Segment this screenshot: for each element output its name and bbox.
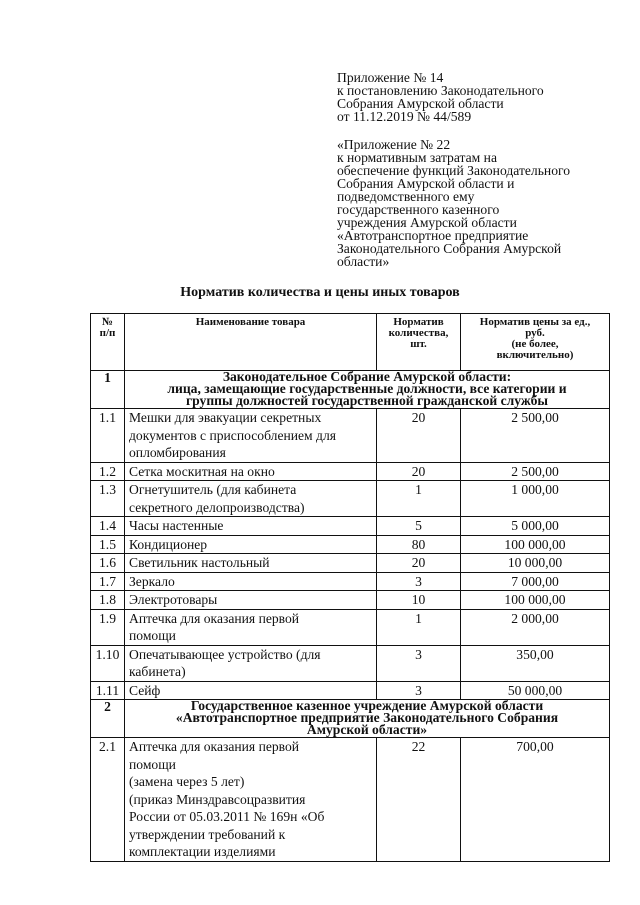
table-row [91,738,610,862]
section-title [125,371,610,409]
row-number: 1.6 [91,554,125,573]
row-item-name-line: кабинета) [129,664,186,679]
row-price: 2 500,00 [461,409,610,463]
section-title-line: «Автотранспортное предприятие Законодательного Собрания [175,710,559,725]
header-number [91,314,125,371]
appendix22-line: учреждения Амурской области [337,215,517,230]
row-item-name [125,681,377,700]
row-number: 1.7 [91,572,125,591]
row-item-name [125,481,377,517]
row-price: 700,00 [461,738,610,862]
row-quantity: 1 [377,609,461,645]
table-row [91,535,610,554]
appendix14-line: Собрания Амурской области [337,96,504,111]
table-row [91,462,610,481]
table-row [91,591,610,610]
appendix22-line: государственного казенного [337,202,500,217]
appendix22-line: области» [337,254,390,269]
appendix-22-header [337,138,617,268]
row-item-name [125,517,377,536]
header-number-line: № [101,316,114,328]
row-item-name [125,535,377,554]
table-row [91,609,610,645]
row-number: 1.5 [91,535,125,554]
section-title-line: Амурской области» [306,722,428,737]
row-item-name-line: Огнетушитель (для кабинета [129,482,297,497]
row-item-name-line: Сейф [129,682,161,698]
section-number: 1 [91,371,125,409]
row-quantity: 3 [377,681,461,700]
header-price-line: руб. [525,327,545,339]
table-row [91,645,610,681]
section-title-line: Государственное казенное учреждение Амурской области [190,698,544,713]
row-quantity: 1 [377,481,461,517]
header-quantity-line: количества, [388,327,449,339]
row-item-name-line: Часы настенные [129,518,224,533]
row-item-name-line: Мешки для эвакуации секретных [129,410,322,425]
section-row [91,700,610,738]
section-number: 2 [91,700,125,738]
header-price-line: Норматив цены за ед., [479,316,591,328]
header-quantity-norm [377,314,461,371]
row-item-name [125,572,377,591]
row-quantity: 3 [377,572,461,591]
row-price: 10 000,00 [461,554,610,573]
appendix22-line: подведомственного ему [337,189,475,204]
row-item-name-line: документов с приспособлением для [129,427,337,443]
header-price-line: включительно) [496,349,574,361]
row-item-name-line: Аптечка для оказания первой [129,610,300,626]
appendix-14-header [337,71,617,123]
appendix22-line: к нормативным затратам на [337,150,497,165]
row-quantity: 20 [377,462,461,481]
row-item-name-line: (замена через 5 лет) [129,774,245,789]
header-quantity-line: шт. [410,338,427,350]
appendix22-line: Законодательного Собрания Амурской [337,241,562,256]
header-item-name [125,314,377,371]
row-item-name-line: Аптечка для оказания первой [129,739,300,754]
row-number: 1.4 [91,517,125,536]
section-title-line: Законодательное Собрание Амурской области: [222,369,512,384]
row-quantity: 20 [377,554,461,573]
row-item-name-line: (приказ Минздравсоцразвития [129,791,306,807]
row-quantity: 22 [377,738,461,862]
row-price: 350,00 [461,645,610,681]
section-row [91,371,610,409]
table-row [91,554,610,573]
appendix14-line: от 11.12.2019 № 44/589 [337,109,472,124]
table-header-row [91,314,610,371]
row-item-name-line: Светильник настольный [129,555,270,570]
row-price: 1 000,00 [461,481,610,517]
row-quantity: 5 [377,517,461,536]
appendix22-line: обеспечение функций Законодательного [337,163,571,178]
row-item-name [125,738,377,862]
row-price: 50 000,00 [461,681,610,700]
row-price: 7 000,00 [461,572,610,591]
row-price: 5 000,00 [461,517,610,536]
row-quantity: 10 [377,591,461,610]
header-quantity-line: Норматив [393,316,444,328]
row-quantity: 80 [377,535,461,554]
section-title [125,700,610,738]
row-price: 2 000,00 [461,609,610,645]
document-title: Норматив количества и цены иных товаров [180,285,460,300]
section-title-line: лица, замещающие государственные должности, все категории и [167,381,567,396]
table-row [91,481,610,517]
row-item-name-line: помощи [129,756,176,772]
table-row [91,572,610,591]
section-title-line: группы должностей государственной гражданской службы [185,393,549,408]
row-number: 1.1 [91,409,125,463]
row-item-name [125,609,377,645]
row-number: 1.2 [91,462,125,481]
row-item-name [125,591,377,610]
row-item-name [125,645,377,681]
row-price: 100 000,00 [461,535,610,554]
row-item-name-line: Кондиционер [129,536,208,552]
header-item-name-line: Наименование товара [195,316,306,328]
row-number: 1.3 [91,481,125,517]
row-quantity: 20 [377,409,461,463]
table-row [91,409,610,463]
row-item-name-line: Опечатывающее устройство (для [129,646,321,662]
row-item-name [125,554,377,573]
row-number: 1.9 [91,609,125,645]
row-item-name-line: утверждении требований к [129,826,286,842]
row-item-name-line: Зеркало [129,573,175,589]
row-number: 2.1 [91,738,125,862]
header-price-norm [461,314,610,371]
appendix14-line: к постановлению Законодательного [337,83,544,98]
row-item-name-line: России от 05.03.2011 № 169н «Об [129,809,325,824]
header-number-line: п/п [99,327,116,339]
header-price-line: (не более, [511,338,559,350]
row-item-name-line: опломбирования [129,445,226,460]
row-number: 1.8 [91,591,125,610]
appendix14-line: Приложение № 14 [337,70,444,85]
row-item-name-line: секретного делопроизводства) [129,499,305,515]
row-item-name-line: комплектации изделиями [129,844,276,859]
goods-norms-table [90,313,610,862]
appendix22-line: Собрания Амурской области и [337,176,515,191]
row-item-name [125,462,377,481]
row-item-name-line: Сетка москитная на окно [129,463,275,479]
appendix22-line: «Автотранспортное предприятие [337,228,529,243]
row-price: 2 500,00 [461,462,610,481]
table-row [91,517,610,536]
row-item-name-line: помощи [129,628,176,643]
row-number: 1.10 [91,645,125,681]
row-item-name [125,409,377,463]
row-item-name-line: Электротовары [129,592,218,607]
table-row [91,681,610,700]
row-quantity: 3 [377,645,461,681]
row-price: 100 000,00 [461,591,610,610]
row-number: 1.11 [91,681,125,700]
appendix22-line: «Приложение № 22 [337,137,451,152]
